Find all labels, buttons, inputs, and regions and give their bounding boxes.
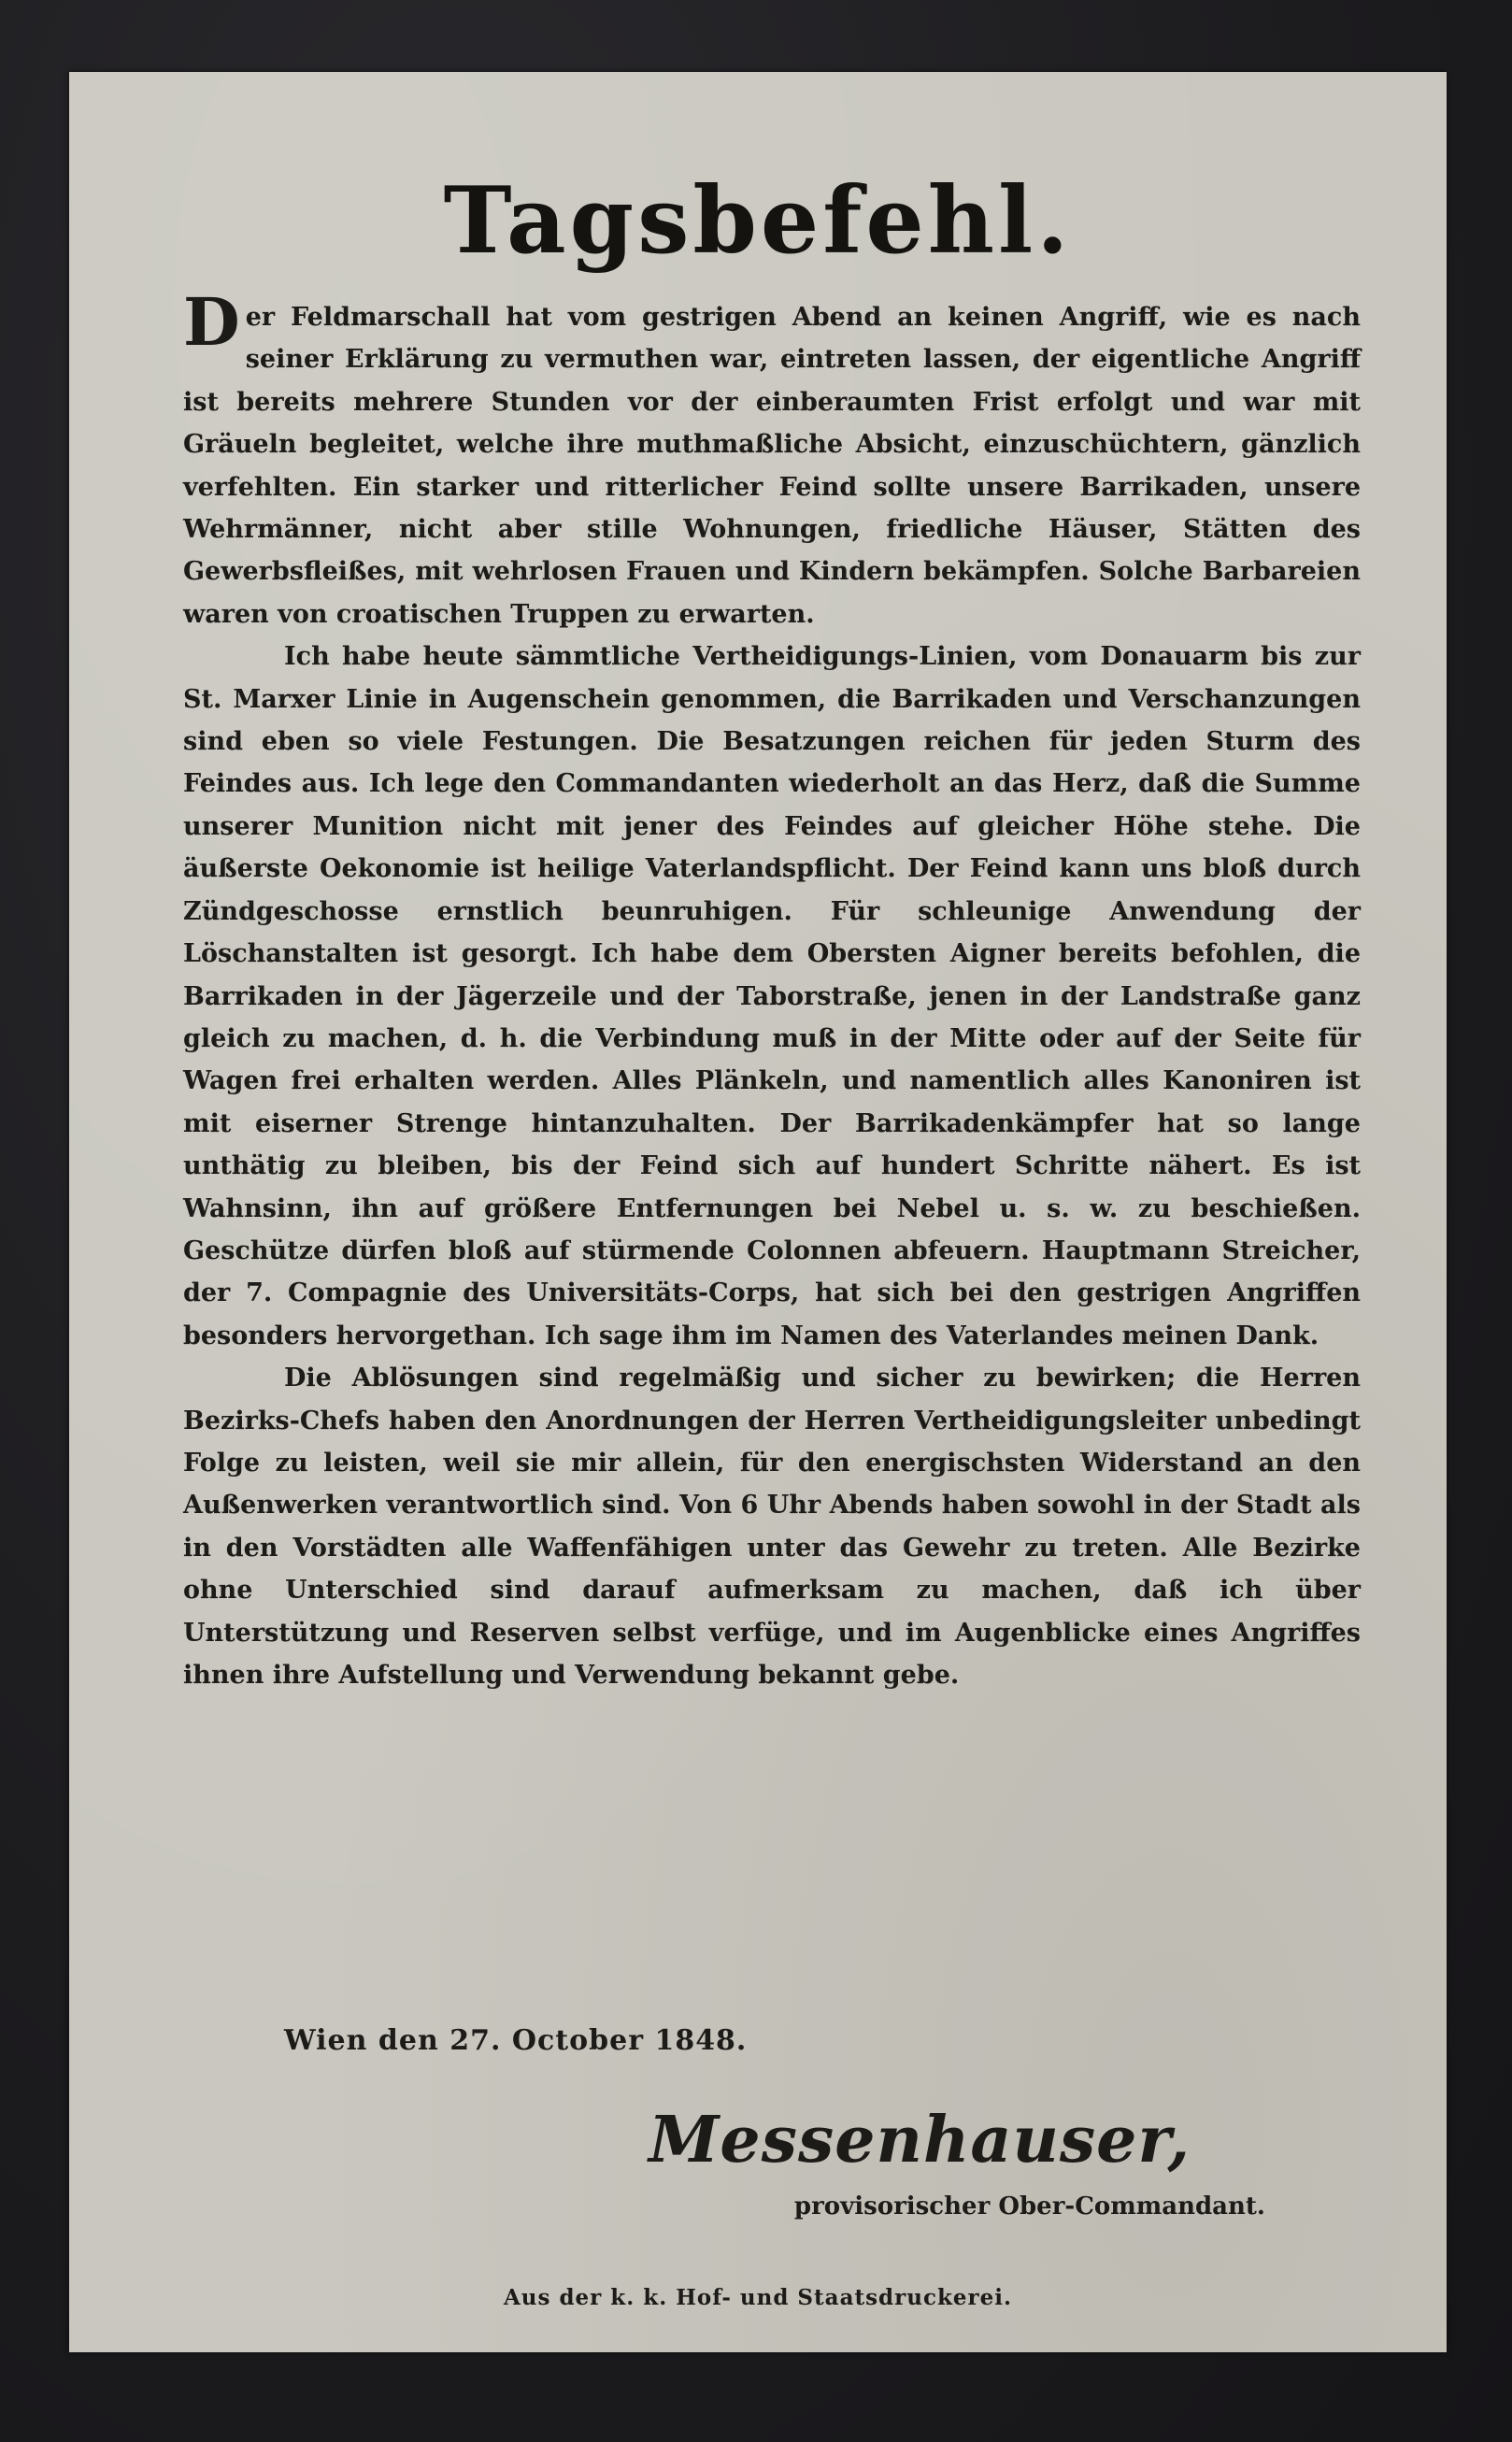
paragraph-1-text: er Feldmarschall hat vom gestrigen Abend an keinen Angriff, wie es nach seiner Erklärung zu vermuthen war, eintreten lassen, der eigentliche Angriff ist bereits mehrere Stunden vor der einberaumten Frist erfolgt und war mit Gräueln begleitet, welche ihre muthmaßliche Absicht, einzuschüchtern, gänzlich verfehlten. Ein starker und ritterlicher Feind sollte unsere Barrikaden, unsere Wehrmänner, nicht aber stille Wohnungen, friedliche Häuser, Stätten des Gewerbsfleißes, mit wehrlosen Frauen und Kindern bekämpfen. Solche Barbareien waren von croatischen Truppen zu erwarten. bbox=[183, 303, 1361, 629]
date-line: Wien den 27. October 1848. bbox=[284, 2024, 748, 2057]
document-body bbox=[183, 283, 1361, 1696]
signatory-role: provisorischer Ober-Commandant. bbox=[793, 2192, 1265, 2221]
paragraph-3: Die Ablösungen sind regelmäßig und sicher zu bewirken; die Herren Bezirks-Chefs haben den Anordnungen der Herren Vertheidigungsleiter unbedingt Folge zu leisten, weil sie mir allein, für den energischsten Widerstand an den Außenwerken verantwortlich sind. Von 6 Uhr Abends haben sowohl in der Stadt als in den Vorstädten alle Waffenfähigen unter das Gewehr zu treten. Alle Bezirke ohne Unterschied sind darauf aufmerksam zu machen, daß ich über Unterstützung und Reserven selbst verfüge, und im Augenblicke eines Angriffes ihnen ihre Aufstellung und Verwendung bekannt gebe. bbox=[183, 1364, 1361, 1690]
dropcap-letter: D bbox=[183, 283, 240, 361]
signature: Messenhauser, bbox=[649, 2103, 1191, 2178]
document-title: Tagsbefehl. bbox=[443, 167, 1073, 275]
proclamation-sheet bbox=[69, 72, 1447, 2352]
printer-imprint: Aus der k. k. Hof- und Staatsdruckerei. bbox=[503, 2285, 1013, 2310]
paragraph-2: Ich habe heute sämmtliche Vertheidigungs-Linien, vom Donauarm bis zur St. Marxer Linie in Augenschein genommen, die Barrikaden und Verschanzungen sind eben so viele Festungen. Die Besatzungen reichen für jeden Sturm des Feindes aus. Ich lege den Commandanten wiederholt an das Herz, daß die Summe unserer Munition nicht mit jener des Feindes auf gleicher Höhe stehe. Die äußerste Oekonomie ist heilige Vaterlandspflicht. Der Feind kann uns bloß durch Zündgeschosse ernstlich beunruhigen. Für schleunige Anwendung der Löschanstalten ist gesorgt. Ich habe dem Obersten Aigner bereits befohlen, die Barrikaden in der Jägerzeile und der Taborstraße, jenen in der Landstraße ganz gleich zu machen, d. h. die Verbindung muß in der Mitte oder auf der Seite für Wagen frei erhalten werden. Alles Plänkeln, und namentlich alles Kanoniren ist mit eiserner Strenge hintanzuhalten. Der Barrikadenkämpfer hat so lange unthätig zu bleiben, bis der Feind sich auf hundert Schritte nähert. Es ist Wahnsinn, ihn auf größere Entfernungen bei Nebel u. s. w. zu beschießen. Geschütze dürfen bloß auf stürmende Colonnen abfeuern. Hauptmann Streicher, der 7. Compagnie des Universitäts-Corps, hat sich bei den gestrigen Angriffen besonders hervorgethan. Ich sage ihm im Namen des Vaterlandes meinen Dank. bbox=[183, 642, 1361, 1350]
paragraph-1 bbox=[183, 283, 1361, 635]
